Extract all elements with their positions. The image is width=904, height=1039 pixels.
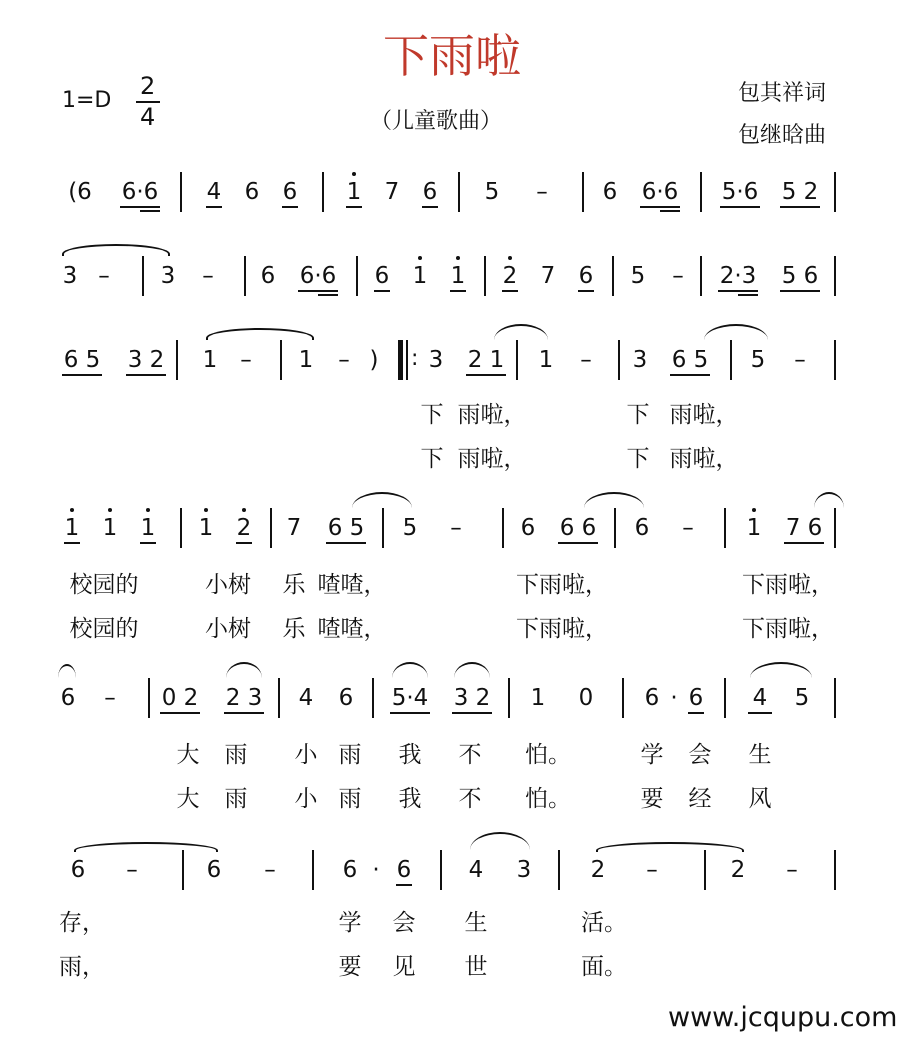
lyric: 学 — [338, 910, 362, 936]
bar-line — [704, 850, 706, 890]
song-title: 下雨啦 — [383, 29, 521, 83]
note: 6 — [60, 685, 76, 711]
slur-arc — [392, 662, 428, 678]
note: 5 2 — [781, 179, 819, 205]
lyric: 我 — [398, 742, 422, 768]
bar-line — [724, 678, 726, 718]
note: 1 — [412, 263, 428, 289]
note: 3 — [632, 347, 648, 373]
note: 6·6 — [121, 179, 159, 205]
high-octave-dot — [352, 172, 356, 176]
bar-line — [440, 850, 442, 890]
note: 6 — [338, 685, 354, 711]
note: 7 — [384, 179, 400, 205]
score-line-2 — [0, 254, 904, 302]
lyric: 会 — [688, 742, 712, 768]
dash: – — [126, 857, 138, 883]
underline — [140, 542, 156, 544]
note: 5 — [630, 263, 646, 289]
note: 1 — [198, 515, 214, 541]
bar-line — [458, 172, 460, 212]
lyric: 要 — [338, 954, 362, 980]
lyric: 小 — [294, 786, 318, 812]
bar-line — [372, 678, 374, 718]
lyric: 雨 — [338, 786, 362, 812]
note: 1 — [450, 263, 466, 289]
lyric: 面。 — [581, 954, 627, 980]
slur-arc — [750, 662, 812, 678]
bar-line — [148, 678, 150, 718]
composer-credit: 包继晗曲 — [738, 123, 827, 148]
note: 2 — [590, 857, 606, 883]
high-octave-dot — [242, 508, 246, 512]
underline — [298, 290, 338, 292]
underline — [780, 206, 820, 208]
score-line-6 — [0, 848, 904, 896]
note: 7 6 — [785, 515, 823, 541]
note: 5 — [750, 347, 766, 373]
note: 3 2 — [127, 347, 165, 373]
bar-line — [280, 340, 282, 380]
note: 6 5 — [671, 347, 709, 373]
bar-line — [508, 678, 510, 718]
high-octave-dot — [70, 508, 74, 512]
lyric: 不 — [458, 742, 482, 768]
note: 1 — [346, 179, 362, 205]
bar-line — [834, 850, 836, 890]
high-octave-dot — [146, 508, 150, 512]
note: 1 — [140, 515, 156, 541]
repeat-dots: : — [411, 346, 419, 371]
lyric: 会 — [392, 910, 416, 936]
note: 6 5 — [327, 515, 365, 541]
slur-arc — [226, 662, 262, 678]
tie-arc — [74, 842, 218, 852]
lyric: 雨， — [59, 954, 105, 980]
note: 1 — [298, 347, 314, 373]
slur-arc — [814, 492, 844, 508]
lyric: 怕。 — [525, 742, 571, 768]
dash: – — [264, 857, 276, 883]
bar-line — [484, 256, 486, 296]
bar-line — [278, 678, 280, 718]
bar-line — [614, 508, 616, 548]
underline — [558, 542, 598, 544]
high-octave-dot — [204, 508, 208, 512]
dash: – — [646, 857, 658, 883]
bar-line — [382, 508, 384, 548]
high-octave-dot — [418, 256, 422, 260]
note: 5 — [794, 685, 810, 711]
underline — [670, 374, 710, 376]
lyric: 雨 — [224, 742, 248, 768]
note: 0 — [578, 685, 594, 711]
lyric: 雨啦， — [457, 402, 527, 428]
lyric: 雨啦， — [669, 402, 739, 428]
lyric: 下 — [626, 402, 650, 428]
lyric: 下 — [626, 446, 650, 472]
underline — [502, 290, 518, 292]
lyric: 下雨啦， — [742, 616, 834, 642]
note: 2 3 — [225, 685, 263, 711]
underline — [62, 374, 102, 376]
bar-line — [244, 256, 246, 296]
underline — [346, 206, 362, 208]
note: 6 — [206, 857, 222, 883]
note: (6 — [68, 179, 92, 205]
slur-arc — [454, 662, 490, 678]
underline — [660, 210, 680, 212]
bar-line — [322, 172, 324, 212]
lyric: 风 — [748, 786, 772, 812]
underline — [466, 374, 506, 376]
note: 7 — [286, 515, 302, 541]
note: 3 2 — [453, 685, 491, 711]
repeat-bar-thick — [398, 340, 403, 380]
note: 6 5 — [63, 347, 101, 373]
slur-arc — [704, 324, 768, 340]
lyric: 雨啦， — [457, 446, 527, 472]
lyric: 生 — [748, 742, 772, 768]
note: 7 — [540, 263, 556, 289]
slur-arc — [352, 492, 412, 508]
lyric: 大 — [176, 742, 200, 768]
dot: · — [372, 857, 380, 883]
note: 6 — [342, 857, 358, 883]
note: 2·3 — [719, 263, 757, 289]
tie-arc — [62, 244, 170, 256]
underline — [326, 542, 366, 544]
lyric: 见 — [392, 954, 416, 980]
note: 3 — [160, 263, 176, 289]
lyric: 喳喳， — [317, 572, 387, 598]
note: 1 — [64, 515, 80, 541]
dash: – — [786, 857, 798, 883]
lyric: 下雨啦， — [516, 572, 608, 598]
underline — [390, 712, 430, 714]
note: 6 — [578, 263, 594, 289]
lyric: 小 — [294, 742, 318, 768]
dash: – — [536, 179, 548, 205]
bar-line — [834, 340, 836, 380]
dash: – — [104, 685, 116, 711]
underline — [688, 712, 704, 714]
lyric: 大 — [176, 786, 200, 812]
note: 5 — [402, 515, 418, 541]
score-line-4 — [0, 506, 904, 554]
score-line-1 — [0, 170, 904, 218]
note: 6 — [422, 179, 438, 205]
underline — [126, 374, 166, 376]
underline — [396, 884, 412, 886]
underline — [720, 206, 760, 208]
lyric: 经 — [688, 786, 712, 812]
lyricist-credit: 包其祥词 — [738, 81, 827, 106]
note: 6 — [688, 685, 704, 711]
underline — [784, 542, 824, 544]
tie-arc — [596, 842, 744, 852]
note: 2 — [236, 515, 252, 541]
bar-line — [622, 678, 624, 718]
note: 1 — [102, 515, 118, 541]
note: 3 — [516, 857, 532, 883]
slur-arc — [470, 832, 530, 850]
bar-line — [182, 850, 184, 890]
bar-line — [558, 850, 560, 890]
note: 6 — [70, 857, 86, 883]
lyric: 乐 — [282, 572, 306, 598]
underline — [578, 290, 594, 292]
lyric: 雨啦， — [669, 446, 739, 472]
note: 6·6 — [299, 263, 337, 289]
underline — [640, 206, 680, 208]
lyric: 下雨啦， — [742, 572, 834, 598]
note: 1 — [530, 685, 546, 711]
dash: – — [98, 263, 110, 289]
note: 6 — [396, 857, 412, 883]
high-octave-dot — [456, 256, 460, 260]
underline — [318, 294, 338, 296]
note: 6 — [644, 685, 660, 711]
bar-line — [582, 172, 584, 212]
note: 1 — [746, 515, 762, 541]
dash: – — [682, 515, 694, 541]
bar-line — [142, 256, 144, 296]
bar-line — [700, 256, 702, 296]
lyric: 我 — [398, 786, 422, 812]
bar-line — [724, 508, 726, 548]
note: 3 — [62, 263, 78, 289]
note: 5 6 — [781, 263, 819, 289]
underline — [748, 712, 772, 714]
lyric: 学 — [640, 742, 664, 768]
note: 1 — [538, 347, 554, 373]
lyric: 下 — [420, 402, 444, 428]
dash: – — [450, 515, 462, 541]
lyric: 怕。 — [525, 786, 571, 812]
note: 6 — [634, 515, 650, 541]
note: 6 — [282, 179, 298, 205]
slur-arc — [494, 324, 548, 340]
underline — [160, 712, 200, 714]
lyric: 喳喳， — [317, 616, 387, 642]
key-signature: 1=D — [62, 88, 112, 113]
bar-line — [700, 172, 702, 212]
dash: – — [338, 347, 350, 373]
lyric: 校园的 — [69, 616, 139, 642]
lyric: 下 — [420, 446, 444, 472]
tie-arc — [206, 328, 314, 340]
lyric: 小树 — [205, 572, 251, 598]
bar-line — [502, 508, 504, 548]
dash: – — [580, 347, 592, 373]
note: 6 — [260, 263, 276, 289]
lyric: 小树 — [205, 616, 251, 642]
note: 4 — [468, 857, 484, 883]
score-line-3 — [0, 338, 904, 386]
underline — [64, 542, 80, 544]
bar-line — [612, 256, 614, 296]
note: 6 — [374, 263, 390, 289]
bar-line — [834, 172, 836, 212]
underline — [450, 290, 466, 292]
note: 5·4 — [391, 685, 429, 711]
dash: – — [672, 263, 684, 289]
underline — [452, 712, 492, 714]
note: 6 — [520, 515, 536, 541]
underline — [206, 206, 222, 208]
bar-line — [618, 340, 620, 380]
bar-line — [356, 256, 358, 296]
underline — [422, 206, 438, 208]
high-octave-dot — [508, 256, 512, 260]
lyric: 要 — [640, 786, 664, 812]
slur-arc — [58, 664, 76, 678]
note: 3 — [428, 347, 444, 373]
lyric: 世 — [464, 954, 488, 980]
note: 1 — [202, 347, 218, 373]
underline — [236, 542, 252, 544]
dash: – — [202, 263, 214, 289]
lyric: 雨 — [338, 742, 362, 768]
note: 6 — [244, 179, 260, 205]
time-signature-numerator: 2 — [140, 72, 156, 100]
lyric: 生 — [464, 910, 488, 936]
underline — [140, 210, 160, 212]
lyric: 校园的 — [69, 572, 139, 598]
note: 2 1 — [467, 347, 505, 373]
dash: – — [240, 347, 252, 373]
bar-line — [730, 340, 732, 380]
song-subtitle: （儿童歌曲） — [370, 109, 503, 134]
high-octave-dot — [752, 508, 756, 512]
note: 6 — [602, 179, 618, 205]
bar-line — [516, 340, 518, 380]
lyric: 不 — [458, 786, 482, 812]
bar-line — [312, 850, 314, 890]
bar-line — [270, 508, 272, 548]
time-signature-denominator: 4 — [140, 103, 156, 131]
bar-line — [176, 340, 178, 380]
underline — [718, 290, 758, 292]
underline — [374, 290, 390, 292]
lyric: 乐 — [282, 616, 306, 642]
bar-line — [834, 678, 836, 718]
note: 4 — [206, 179, 222, 205]
note: 6·6 — [641, 179, 679, 205]
high-octave-dot — [108, 508, 112, 512]
lyric: 存， — [59, 910, 105, 936]
underline — [738, 294, 758, 296]
bar-line — [834, 256, 836, 296]
underline — [282, 206, 298, 208]
dash: – — [794, 347, 806, 373]
lyric: 活。 — [581, 910, 627, 936]
underline — [224, 712, 264, 714]
dot: · — [670, 685, 678, 711]
note: 5 — [484, 179, 500, 205]
note: 5·6 — [721, 179, 759, 205]
underline — [120, 206, 160, 208]
paren: ) — [369, 347, 379, 373]
note: 4 — [298, 685, 314, 711]
lyric: 雨 — [224, 786, 248, 812]
bar-line — [834, 508, 836, 548]
bar-line — [180, 508, 182, 548]
repeat-bar-thin — [406, 340, 408, 380]
bar-line — [180, 172, 182, 212]
underline — [780, 290, 820, 292]
note: 2 — [502, 263, 518, 289]
site-watermark: www.jcqupu.com — [668, 1002, 898, 1033]
note: 6 6 — [559, 515, 597, 541]
slur-arc — [584, 492, 644, 508]
lyric: 下雨啦， — [516, 616, 608, 642]
note: 0 2 — [161, 685, 199, 711]
note: 4 — [752, 685, 768, 711]
score-line-5 — [0, 676, 904, 724]
note: 2 — [730, 857, 746, 883]
